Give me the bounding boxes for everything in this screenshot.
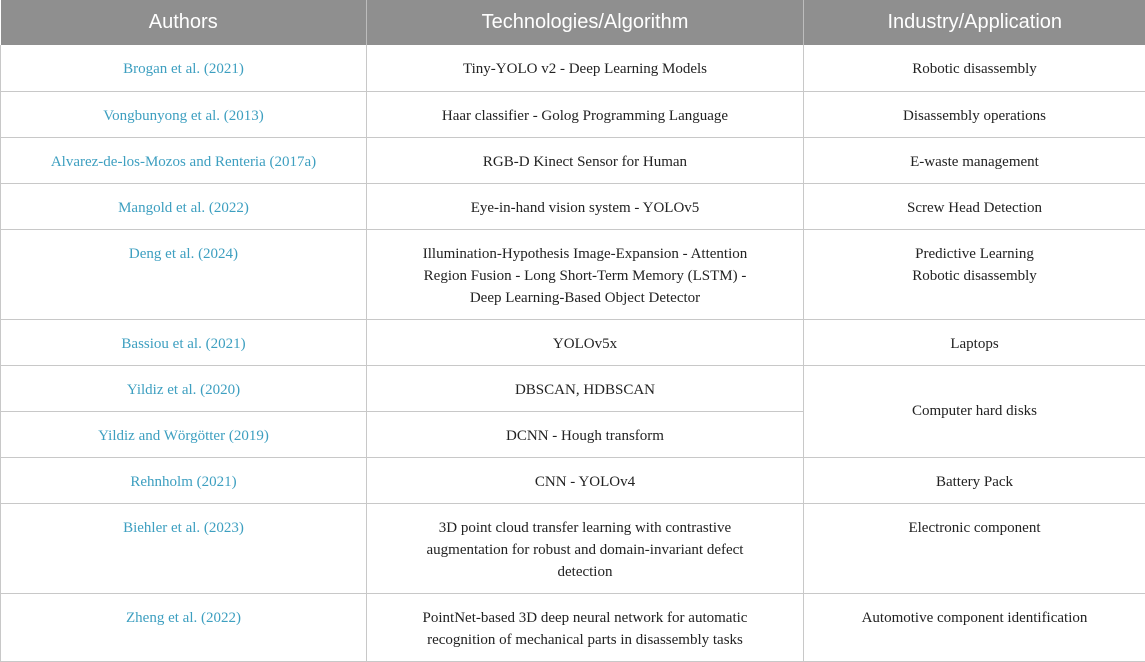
cell-text-line: CNN - YOLOv4 — [397, 471, 773, 493]
column-header-industry: Industry/Application — [804, 0, 1145, 45]
cell-text-line: Illumination-Hypothesis Image-Expansion - Attention — [397, 243, 773, 265]
author-cell — [1, 593, 367, 661]
table-row — [1, 91, 1145, 137]
application-cell — [804, 365, 1145, 457]
technology-cell — [367, 365, 804, 411]
cell-text-line: Screw Head Detection — [834, 197, 1115, 219]
column-header-technologies: Technologies/Algorithm — [367, 0, 804, 45]
cell-text-line: Disassembly operations — [834, 105, 1115, 127]
application-cell — [804, 183, 1145, 229]
cell-text-line: Haar classifier - Golog Programming Language — [397, 105, 773, 127]
technology-cell — [367, 593, 804, 661]
cell-text-line: Predictive Learning — [834, 243, 1115, 265]
author-link[interactable]: Brogan et al. (2021) — [123, 61, 244, 77]
application-cell — [804, 503, 1145, 593]
cell-text-line: Tiny-YOLO v2 - Deep Learning Models — [397, 58, 773, 80]
application-cell — [804, 137, 1145, 183]
table-row — [1, 593, 1145, 661]
cell-text-line: Robotic disassembly — [834, 265, 1115, 287]
cell-text-line: E-waste management — [834, 151, 1115, 173]
author-link[interactable]: Vongbunyong et al. (2013) — [103, 108, 264, 124]
cell-text-line: YOLOv5x — [397, 333, 773, 355]
author-cell — [1, 183, 367, 229]
author-cell — [1, 503, 367, 593]
author-link[interactable]: Bassiou et al. (2021) — [121, 336, 245, 352]
cell-text-line: detection — [397, 561, 773, 583]
cell-text-line: 3D point cloud transfer learning with contrastive — [397, 517, 773, 539]
table-row — [1, 503, 1145, 593]
author-cell — [1, 319, 367, 365]
application-cell — [804, 45, 1145, 91]
application-cell — [804, 593, 1145, 661]
application-cell — [804, 457, 1145, 503]
author-cell — [1, 457, 367, 503]
cell-text-line: recognition of mechanical parts in disassembly tasks — [397, 629, 773, 651]
technology-cell — [367, 45, 804, 91]
cell-text-line: Deep Learning-Based Object Detector — [397, 287, 773, 309]
technology-cell — [367, 319, 804, 365]
author-cell — [1, 411, 367, 457]
table-row — [1, 137, 1145, 183]
application-cell — [804, 91, 1145, 137]
cell-text-line: Eye-in-hand vision system - YOLOv5 — [397, 197, 773, 219]
cell-text-line: augmentation for robust and domain-invariant defect — [397, 539, 773, 561]
table-row — [1, 45, 1145, 91]
author-link[interactable]: Rehnholm (2021) — [130, 474, 236, 490]
author-link[interactable]: Deng et al. (2024) — [129, 246, 238, 262]
technology-cell — [367, 457, 804, 503]
author-link[interactable]: Yildiz and Wörgötter (2019) — [98, 428, 269, 444]
technology-cell — [367, 91, 804, 137]
table-row — [1, 319, 1145, 365]
cell-text-line: Electronic component — [834, 517, 1115, 539]
cell-text-line: PointNet-based 3D deep neural network for automatic — [397, 607, 773, 629]
column-header-authors: Authors — [1, 0, 367, 45]
table-row — [1, 457, 1145, 503]
technology-cell — [367, 137, 804, 183]
author-link[interactable]: Alvarez-de-los-Mozos and Renteria (2017a) — [51, 154, 316, 170]
author-link[interactable]: Biehler et al. (2023) — [123, 520, 244, 536]
author-link[interactable]: Yildiz et al. (2020) — [127, 382, 240, 398]
author-cell — [1, 45, 367, 91]
table-row — [1, 365, 1145, 411]
cell-text-line: DCNN - Hough transform — [397, 425, 773, 447]
table-row — [1, 229, 1145, 319]
technology-cell — [367, 411, 804, 457]
table-header-row — [1, 0, 1145, 45]
cell-text-line: DBSCAN, HDBSCAN — [397, 379, 773, 401]
table-row — [1, 183, 1145, 229]
technology-cell — [367, 229, 804, 319]
cell-text-line: Battery Pack — [834, 471, 1115, 493]
author-cell — [1, 137, 367, 183]
technology-cell — [367, 183, 804, 229]
cell-text-line: Region Fusion - Long Short-Term Memory (LSTM) - — [397, 265, 773, 287]
author-cell — [1, 91, 367, 137]
cell-text-line: Robotic disassembly — [834, 58, 1115, 80]
author-cell — [1, 365, 367, 411]
author-cell — [1, 229, 367, 319]
application-cell — [804, 229, 1145, 319]
author-link[interactable]: Zheng et al. (2022) — [126, 610, 241, 626]
cell-text-line: Computer hard disks — [834, 400, 1115, 422]
technology-cell — [367, 503, 804, 593]
cell-text-line: RGB-D Kinect Sensor for Human — [397, 151, 773, 173]
cell-text-line: Automotive component identification — [834, 607, 1115, 629]
author-link[interactable]: Mangold et al. (2022) — [118, 200, 249, 216]
application-cell — [804, 319, 1145, 365]
cell-text-line: Laptops — [834, 333, 1115, 355]
